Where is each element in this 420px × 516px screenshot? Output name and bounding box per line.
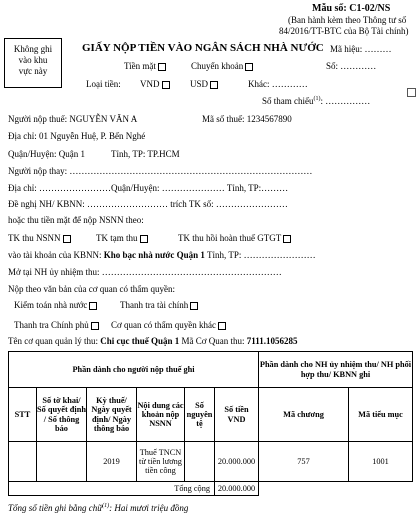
treasury-account-tail: Tỉnh, TP: …………………… [207,250,316,260]
col-stt: STT [9,388,37,442]
thanh-tra-tc-option[interactable] [120,300,198,310]
agency-code-value: 7111.1056285 [246,336,298,346]
treasury-account-line [8,250,316,260]
table-row [9,442,413,482]
tax-code-line [202,114,292,124]
no-write-line-3: vực này [18,66,48,76]
col-ky-thue: Kỳ thuế/ Ngày quyết định/ Ngày thông báo [87,388,137,442]
chuyen-khoan-option[interactable] [191,61,253,71]
thanh-tra-cp-option[interactable] [14,320,99,330]
tien-mat-label: Tiền mặt [124,61,156,71]
no-write-line-1: Không ghi [13,44,53,54]
col-so-to-khai: Số tờ khai/ Số quyết định / Số thông báo [37,388,87,442]
kiem-toan-option[interactable] [14,300,97,310]
so-tham-chieu-ref: (1) [313,96,321,102]
tk-thu-checkbox[interactable] [63,235,71,243]
col-noi-dung: Nội dung các khoản nộp NSNN [137,388,185,442]
co-quan-khac-option[interactable] [111,320,226,330]
issued-line-2: 84/2016/TT-BTC của Bộ Tài chính) [279,26,409,36]
agency-name-label: Tên cơ quan quản lý thu: [8,336,98,346]
tk-hoan-option[interactable] [178,233,291,243]
form-title: GIẤY NỘP TIỀN VÀO NGÂN SÁCH NHÀ NƯỚC [82,42,324,54]
usd-label: USD [190,79,209,89]
loai-tien-label: Loại tiền: [86,79,121,89]
row-so-to-khai [37,442,87,482]
form-code: Mẫu số: C1-02/NS [312,3,391,14]
row-ma-tieu-muc: 1001 [349,442,413,482]
so-tham-chieu [262,96,370,106]
table-total-row [9,482,413,496]
col-ma-chuong: Mã chương [259,388,349,442]
row-so-tien: 20.000.000 [215,442,259,482]
corner-marker-icon [407,88,416,97]
bank-request: Đề nghị NH/ KBNN: ……………………… trích TK số: …………………… [8,199,288,209]
payment-table [8,351,413,496]
kiem-toan-label: Kiểm toán nhà nước [14,300,88,310]
tk-tam-thu-option[interactable] [96,233,148,243]
usd-option[interactable] [190,79,218,89]
amount-in-words-ref: (1) [102,503,110,509]
thanh-tra-cp-label: Thanh tra Chính phủ [14,320,89,330]
tk-tam-thu-checkbox[interactable] [140,235,148,243]
khac-field: Khác: ………… [248,79,308,89]
row-ky-thue: 2019 [87,442,137,482]
row-so-nguyen-te [185,442,215,482]
chuyen-khoan-checkbox[interactable] [245,63,253,71]
tax-code-value: 1234567890 [246,114,292,124]
so-tham-chieu-tail: : …………… [320,96,371,106]
payer-name-label: Người nộp thuế: [8,114,68,124]
payer-district: Quận/Huyện: Quận 1 [8,149,85,159]
vnd-checkbox[interactable] [162,81,170,89]
col-so-tien: Số tiền VND [215,388,259,442]
payer-name-value: NGUYỄN VĂN A [69,114,138,124]
agency-code-label: Mã Cơ Quan thu: [181,336,245,346]
so-tham-chieu-label: Số tham chiếu [262,96,314,106]
tien-mat-option[interactable] [124,61,166,71]
treasury-account-value: Kho bạc nhà nước Quận 1 [103,250,205,260]
authority-doc-note: Nộp theo văn bản của cơ quan có thẩm quyền: [8,284,175,294]
usd-checkbox[interactable] [210,81,218,89]
vnd-option[interactable] [140,79,170,89]
tk-tam-thu-label: TK tạm thu [96,233,138,243]
no-write-box [4,38,62,88]
payer-name-line [8,114,137,124]
vnd-label: VND [140,79,160,89]
amount-in-words-label: Tổng số tiền ghi bằng chữ [8,503,103,513]
amount-in-words-value: : Hai mươi triệu đồng [109,503,189,513]
payer-address: Địa chỉ: 01 Nguyễn Huệ, P. Bến Nghé [8,131,146,141]
tien-mat-checkbox[interactable] [158,63,166,71]
chuyen-khoan-label: Chuyển khoản [191,61,244,71]
pay-for-address: Địa chỉ: ……………………Quận/Huyện: ………………… Tỉnh, TP:……… [8,183,289,193]
total-value: 20.000.000 [215,482,259,496]
co-quan-khac-label: Cơ quan có thẩm quyền khác [111,320,216,330]
so-field: Số: ………… [326,61,377,71]
tk-hoan-checkbox[interactable] [283,235,291,243]
thanh-tra-cp-checkbox[interactable] [91,322,99,330]
thanh-tra-tc-checkbox[interactable] [190,302,198,310]
thanh-tra-tc-label: Thanh tra tài chính [120,300,189,310]
table-column-header [9,388,413,442]
tk-thu-option[interactable] [8,233,71,243]
group-bank: Phần dành cho NH ủy nhiệm thu/ NH phối hợp thu/ KBNN ghi [259,352,413,388]
collecting-bank: Mở tại NH ủy nhiệm thu: …………………………………………………… [8,267,282,277]
co-quan-khac-checkbox[interactable] [218,322,226,330]
tk-hoan-label: TK thu hồi hoàn thuế GTGT [178,233,282,243]
no-write-line-2: vào khu [18,55,48,65]
issued-line-1: (Ban hành kèm theo Thông tư số [288,15,407,25]
col-so-nguyen-te: Số nguyên tệ [185,388,215,442]
ma-hieu: Mã hiệu: ……… [330,44,392,54]
tk-thu-label: TK thu NSNN [8,233,61,243]
table-group-header [9,352,413,388]
row-ma-chuong: 757 [259,442,349,482]
row-stt [9,442,37,482]
agency-name-value: Chi cục thuế Quận 1 [100,336,180,346]
group-payer: Phần dành cho người nộp thuế ghi [9,352,259,388]
total-label: Tổng cộng [9,482,215,496]
amount-in-words [8,503,188,513]
payer-province: Tỉnh, TP: TP.HCM [111,149,180,159]
kiem-toan-checkbox[interactable] [89,302,97,310]
treasury-account-label: vào tài khoản của KBNN: [8,250,102,260]
col-ma-tieu-muc: Mã tiểu mục [349,388,413,442]
cash-payment-note: hoặc thu tiền mặt để nộp NSNN theo: [8,215,144,225]
pay-for-name: Người nộp thay: ……………………………………………………………………… [8,166,313,176]
collecting-agency-line [8,336,298,346]
tax-code-label: Mã số thuế: [202,114,245,124]
row-noi-dung: Thuế TNCN từ tiền lương tiền công [137,442,185,482]
